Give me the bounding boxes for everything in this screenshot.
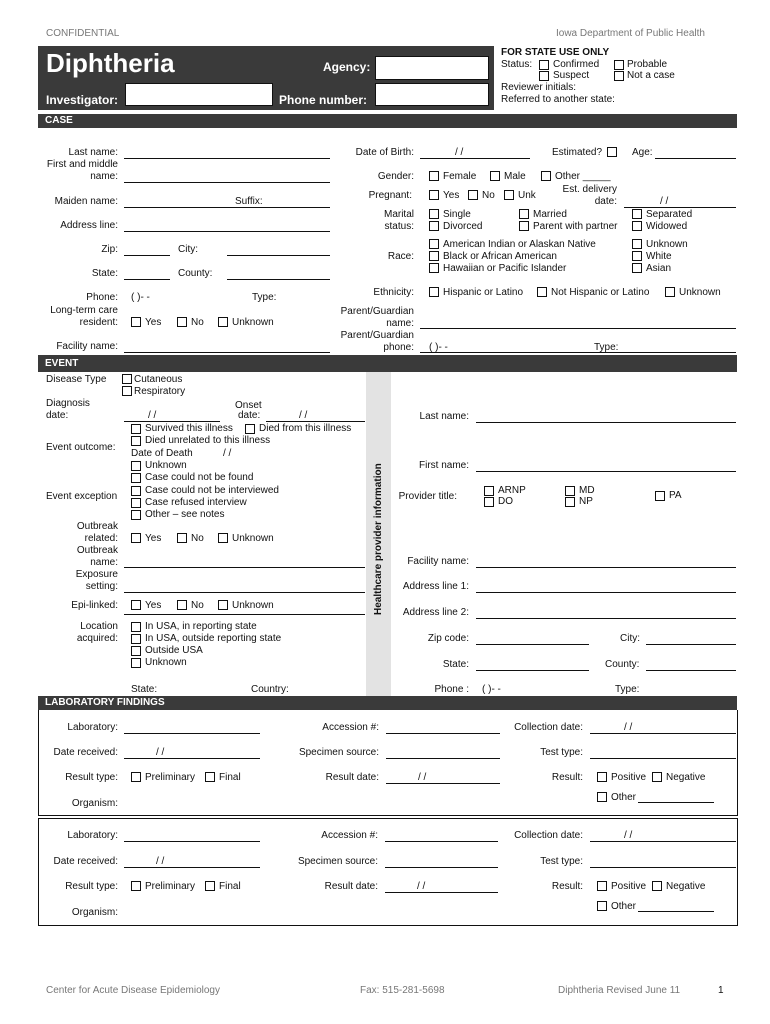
race-unknown-checkbox[interactable] — [632, 239, 642, 249]
loc-unknown-label: Unknown — [145, 657, 187, 668]
referred-state-label: Referred to another state: — [501, 94, 615, 105]
lab1-laboratory-label: Laboratory: — [67, 722, 118, 733]
single-checkbox[interactable] — [429, 209, 439, 219]
lab2-negative-checkbox[interactable] — [652, 881, 662, 891]
exc-not-found-label: Case could not be found — [145, 472, 254, 483]
lab1-specimen-field[interactable] — [386, 758, 500, 759]
provider-sidebar-label: Healthcare provider information — [373, 463, 384, 615]
ethnicity-label: Ethnicity: — [373, 287, 414, 298]
outbreak-no-label: No — [191, 533, 204, 544]
lab1-other-checkbox[interactable] — [597, 792, 607, 802]
lab2-positive-checkbox[interactable] — [597, 881, 607, 891]
separated-checkbox[interactable] — [632, 209, 642, 219]
loc-state-label: State: — [131, 684, 158, 695]
lab1-other-label: Other — [611, 792, 637, 803]
race-white-checkbox[interactable] — [632, 251, 642, 261]
lab1-specimen-label: Specimen source: — [298, 747, 379, 758]
respiratory-checkbox[interactable] — [122, 386, 132, 396]
parent-phone-label-1: Parent/Guardian — [340, 330, 414, 341]
provider-last-name-field[interactable] — [476, 422, 736, 423]
phone-format: ( )- - — [131, 292, 150, 303]
outbreak-no-checkbox[interactable] — [177, 533, 187, 543]
md-checkbox[interactable] — [565, 486, 575, 496]
pregnant-yes-checkbox[interactable] — [429, 190, 439, 200]
exposure-field[interactable] — [124, 592, 365, 593]
est-delivery-format: / / — [660, 196, 669, 207]
divorced-checkbox[interactable] — [429, 221, 439, 231]
hispanic-label: Hispanic or Latino — [443, 287, 524, 298]
exc-refused-label: Case refused interview — [145, 497, 247, 508]
lab2-other-field[interactable] — [638, 911, 714, 912]
arnp-label: ARNP — [498, 485, 526, 496]
date-of-death-label: Date of Death — [131, 448, 193, 459]
lab2-laboratory-field[interactable] — [124, 841, 260, 842]
onset-date-label-2: date: — [238, 410, 261, 421]
parent-partner-label: Parent with partner — [533, 221, 618, 232]
loc-in-state-checkbox[interactable] — [131, 622, 141, 632]
estimated-checkbox[interactable] — [607, 147, 617, 157]
lab1-test-type-label: Test type: — [540, 747, 583, 758]
survived-label: Survived this illness — [145, 423, 233, 434]
epi-yes-checkbox[interactable] — [131, 600, 141, 610]
provider-last-name-label: Last name: — [419, 411, 469, 422]
loc-outside-usa-checkbox[interactable] — [131, 646, 141, 656]
probable-label: Probable — [627, 59, 668, 70]
outbreak-related-label-2: related: — [84, 533, 118, 544]
dob-format: / / — [455, 147, 464, 158]
investigator-field[interactable] — [125, 83, 273, 106]
onset-date-label-1: Onset — [235, 400, 262, 411]
epi-no-checkbox[interactable] — [177, 600, 187, 610]
est-delivery-label-2: date: — [594, 196, 617, 207]
parent-phone-type-label: Type: — [594, 342, 619, 353]
event-exception-label: Event exception — [46, 491, 118, 502]
lab1-positive-label: Positive — [611, 772, 647, 783]
lab2-received-field[interactable] — [124, 867, 260, 868]
date-of-death-format: / / — [223, 448, 232, 459]
lab1-preliminary-label: Preliminary — [145, 772, 196, 783]
event-outcome-label: Event outcome: — [46, 442, 116, 453]
cutaneous-checkbox[interactable] — [122, 374, 132, 384]
epi-linked-label: Epi-linked: — [71, 600, 118, 611]
loc-out-state-label: In USA, outside reporting state — [145, 633, 282, 644]
phone-number-label: Phone number: — [279, 93, 368, 107]
marital-label-1: Marital — [383, 209, 414, 220]
survived-checkbox[interactable] — [131, 424, 141, 434]
state-label: State: — [91, 268, 118, 279]
outbreak-unknown-checkbox[interactable] — [218, 533, 228, 543]
pregnant-no-label: No — [482, 190, 495, 201]
race-black-label: Black or African American — [443, 251, 557, 262]
location-label-1: Location — [80, 621, 118, 632]
lab2-test-type-label: Test type: — [540, 856, 583, 867]
provider-city-field[interactable] — [646, 644, 736, 645]
provider-address1-label: Address line 1: — [402, 581, 469, 592]
do-label: DO — [498, 496, 513, 507]
not-a-case-checkbox[interactable] — [614, 71, 624, 81]
widowed-label: Widowed — [646, 221, 688, 232]
case-section-header: CASE — [38, 114, 737, 128]
lab1-accession-field[interactable] — [386, 733, 500, 734]
outbreak-unknown-label: Unknown — [232, 533, 274, 544]
footer-fax: Fax: 515-281-5698 — [360, 985, 445, 996]
lab1-organism-label: Organism: — [71, 798, 118, 809]
onset-date-format: / / — [299, 410, 308, 421]
parent-partner-checkbox[interactable] — [519, 221, 529, 231]
epi-unknown-label: Unknown — [232, 600, 274, 611]
race-black-checkbox[interactable] — [429, 251, 439, 261]
provider-facility-field[interactable] — [476, 567, 736, 568]
married-checkbox[interactable] — [519, 209, 529, 219]
race-hawaiian-label: Hawaiian or Pacific Islander — [443, 263, 567, 274]
lab1-final-checkbox[interactable] — [205, 772, 215, 782]
agency-field[interactable] — [375, 56, 489, 80]
provider-zip-label: Zip code: — [427, 633, 469, 644]
suspect-label: Suspect — [553, 70, 590, 81]
hispanic-checkbox[interactable] — [429, 287, 439, 297]
lab1-final-label: Final — [219, 772, 241, 783]
confirmed-label: Confirmed — [553, 59, 600, 70]
provider-first-name-field[interactable] — [476, 471, 736, 472]
female-checkbox[interactable] — [429, 171, 439, 181]
lab1-collection-field[interactable] — [590, 733, 736, 734]
confirmed-checkbox[interactable] — [539, 60, 549, 70]
not-hispanic-checkbox[interactable] — [537, 287, 547, 297]
outbreak-name-label-1: Outbreak — [76, 545, 118, 556]
provider-state-field[interactable] — [476, 670, 589, 671]
exc-refused-checkbox[interactable] — [131, 498, 141, 508]
footer-revised: Diphtheria Revised June 11 — [558, 985, 681, 996]
epi-no-label: No — [191, 600, 204, 611]
gender-other-label: Other _____ — [555, 171, 611, 182]
provider-facility-label: Facility name: — [407, 556, 469, 567]
marital-label-2: status: — [384, 221, 414, 232]
gender-label: Gender: — [377, 171, 414, 182]
est-delivery-label-1: Est. delivery — [562, 184, 617, 195]
died-unrelated-label: Died unrelated to this illness — [145, 435, 271, 446]
ltc-label-2: resident: — [79, 317, 118, 328]
exposure-label-1: Exposure — [75, 569, 118, 580]
provider-first-name-label: First name: — [418, 460, 469, 471]
age-label: Age: — [632, 147, 653, 158]
ltc-unknown-label: Unknown — [232, 317, 274, 328]
lab2-other-checkbox[interactable] — [597, 901, 607, 911]
lab2-preliminary-label: Preliminary — [145, 881, 196, 892]
np-label: NP — [579, 496, 593, 507]
lab2-final-checkbox[interactable] — [205, 881, 215, 891]
age-field[interactable] — [655, 158, 736, 159]
dob-field[interactable] — [420, 158, 530, 159]
outbreak-related-label-1: Outbreak — [76, 521, 118, 532]
lab2-collection-format: / / — [624, 830, 633, 841]
lab2-other-label: Other — [611, 901, 637, 912]
loc-in-state-label: In USA, in reporting state — [145, 621, 257, 632]
agency-label: Agency: — [323, 60, 371, 74]
lab2-result-type-label: Result type: — [65, 881, 118, 892]
city-field[interactable] — [227, 255, 330, 256]
provider-zip-field[interactable] — [476, 644, 589, 645]
ltc-unknown-checkbox[interactable] — [218, 317, 228, 327]
parent-phone-field[interactable] — [420, 352, 736, 353]
ltc-no-checkbox[interactable] — [177, 317, 187, 327]
confidential-label: CONFIDENTIAL — [46, 28, 120, 39]
provider-address2-field[interactable] — [476, 618, 736, 619]
pregnant-no-checkbox[interactable] — [468, 190, 478, 200]
lab1-collection-label: Collection date: — [514, 722, 583, 733]
race-ai-checkbox[interactable] — [429, 239, 439, 249]
separated-label: Separated — [646, 209, 693, 220]
parent-phone-format: ( )- - — [429, 342, 448, 353]
zip-label: Zip: — [101, 244, 118, 255]
race-unknown-label: Unknown — [646, 239, 688, 250]
ltc-no-label: No — [191, 317, 204, 328]
lab2-specimen-field[interactable] — [385, 867, 498, 868]
page-number: 1 — [718, 985, 724, 996]
outbreak-yes-checkbox[interactable] — [131, 533, 141, 543]
lab2-result-date-format: / / — [417, 881, 426, 892]
status-label: Status: — [501, 59, 533, 70]
male-checkbox[interactable] — [490, 171, 500, 181]
lab1-received-field[interactable] — [124, 758, 260, 759]
not-a-case-label: Not a case — [627, 70, 675, 81]
lab2-test-type-field[interactable] — [590, 867, 736, 868]
lab2-result-date-field[interactable] — [385, 892, 498, 893]
lab1-result-date-label: Result date: — [325, 772, 379, 783]
lab2-positive-label: Positive — [611, 881, 647, 892]
diagnosis-date-label-1: Diagnosis — [46, 398, 90, 409]
ltc-yes-label: Yes — [145, 317, 162, 328]
lab1-result-date-format: / / — [418, 772, 427, 783]
outbreak-yes-label: Yes — [145, 533, 162, 544]
provider-county-field[interactable] — [646, 670, 736, 671]
epi-unknown-checkbox[interactable] — [218, 600, 228, 610]
pa-checkbox[interactable] — [655, 491, 665, 501]
arnp-checkbox[interactable] — [484, 486, 494, 496]
lab2-preliminary-checkbox[interactable] — [131, 881, 141, 891]
last-name-label: Last name: — [68, 147, 118, 158]
lab1-laboratory-field[interactable] — [124, 733, 260, 734]
address-line-field[interactable] — [124, 231, 330, 232]
exc-not-interviewed-label: Case could not be interviewed — [145, 485, 279, 496]
provider-phone-type-label: Type: — [615, 684, 640, 695]
outcome-unknown-label: Unknown — [145, 460, 187, 471]
page-title: Diphtheria — [46, 48, 175, 78]
lab1-preliminary-checkbox[interactable] — [131, 772, 141, 782]
race-label: Race: — [387, 251, 414, 262]
investigator-label: Investigator: — [46, 93, 119, 107]
race-asian-label: Asian — [646, 263, 672, 274]
respiratory-label: Respiratory — [134, 386, 186, 397]
lab2-collection-field[interactable] — [590, 841, 736, 842]
lab1-result-label: Result: — [551, 772, 583, 783]
lab1-received-format: / / — [156, 747, 165, 758]
race-asian-checkbox[interactable] — [632, 263, 642, 273]
exc-not-interviewed-checkbox[interactable] — [131, 486, 141, 496]
outbreak-name-label-2: name: — [90, 557, 118, 568]
probable-checkbox[interactable] — [614, 60, 624, 70]
est-delivery-field[interactable] — [624, 207, 736, 208]
lab1-test-type-field[interactable] — [590, 758, 736, 759]
lab1-result-type-label: Result type: — [65, 772, 118, 783]
single-label: Single — [443, 209, 471, 220]
state-use-title: FOR STATE USE ONLY — [501, 47, 610, 58]
lab2-received-format: / / — [156, 856, 165, 867]
widowed-checkbox[interactable] — [632, 221, 642, 231]
maiden-name-label: Maiden name: — [54, 196, 118, 207]
ethnicity-unknown-checkbox[interactable] — [665, 287, 675, 297]
married-label: Married — [533, 209, 567, 220]
gender-other-checkbox[interactable] — [541, 171, 551, 181]
loc-unknown-checkbox[interactable] — [131, 658, 141, 668]
facility-name-label: Facility name: — [56, 341, 118, 352]
last-name-field[interactable] — [124, 158, 330, 159]
provider-address2-label: Address line 2: — [402, 607, 469, 618]
first-name-label-2: name: — [90, 171, 118, 182]
provider-state-label: State: — [442, 659, 469, 670]
lab-section-header: LABORATORY FINDINGS — [38, 696, 737, 710]
not-hispanic-label: Not Hispanic or Latino — [551, 287, 650, 298]
footer-center: Center for Acute Disease Epidemiology — [46, 985, 220, 996]
phone-number-field[interactable] — [375, 83, 489, 106]
parent-name-label-2: name: — [386, 318, 414, 329]
race-hawaiian-checkbox[interactable] — [429, 263, 439, 273]
estimated-label: Estimated? — [552, 147, 603, 158]
lab2-accession-field[interactable] — [385, 841, 498, 842]
ethnicity-unknown-label: Unknown — [679, 287, 721, 298]
provider-phone-format: ( )- - — [482, 684, 501, 695]
pregnant-unk-checkbox[interactable] — [504, 190, 514, 200]
first-name-field[interactable] — [124, 182, 330, 183]
cutaneous-label: Cutaneous — [134, 374, 183, 385]
lab2-final-label: Final — [219, 881, 241, 892]
parent-name-label-1: Parent/Guardian — [340, 306, 414, 317]
disease-type-label: Disease Type — [46, 374, 107, 385]
loc-outside-usa-label: Outside USA — [145, 645, 203, 656]
provider-phone-label: Phone : — [434, 684, 469, 695]
lab1-collection-format: / / — [624, 722, 633, 733]
race-ai-label: American Indian or Alaskan Native — [443, 239, 596, 250]
lab2-specimen-label: Specimen source: — [297, 856, 378, 867]
lab2-collection-label: Collection date: — [514, 830, 583, 841]
suffix-label: Suffix: — [235, 196, 263, 207]
died-unrelated-checkbox[interactable] — [131, 436, 141, 446]
died-from-checkbox[interactable] — [245, 424, 255, 434]
exc-not-found-checkbox[interactable] — [131, 473, 141, 483]
lab2-negative-label: Negative — [666, 881, 706, 892]
pregnant-label: Pregnant: — [368, 190, 412, 201]
lab1-negative-label: Negative — [666, 772, 706, 783]
reviewer-initials-label: Reviewer initials: — [501, 82, 577, 93]
pregnant-unk-label: Unk — [518, 190, 536, 201]
diagnosis-date-field[interactable] — [124, 421, 220, 422]
do-checkbox[interactable] — [484, 497, 494, 507]
lab2-result-date-label: Result date: — [324, 881, 378, 892]
diagnosis-date-format: / / — [148, 410, 157, 421]
race-white-label: White — [646, 251, 672, 262]
provider-city-label: City: — [620, 633, 640, 644]
pregnant-yes-label: Yes — [443, 190, 460, 201]
epi-divider — [124, 614, 365, 615]
first-name-label-1: First and middle — [46, 159, 118, 170]
state-field[interactable] — [124, 279, 170, 280]
county-label: County: — [178, 268, 213, 279]
onset-date-field[interactable] — [266, 421, 365, 422]
lab1-negative-checkbox[interactable] — [652, 772, 662, 782]
provider-county-label: County: — [605, 659, 640, 670]
exposure-label-2: setting: — [85, 581, 118, 592]
lab2-laboratory-label: Laboratory: — [67, 830, 118, 841]
suspect-checkbox[interactable] — [539, 71, 549, 81]
divorced-label: Divorced — [443, 221, 483, 232]
agency-name: Iowa Department of Public Health — [556, 28, 705, 39]
ltc-label-1: Long-term care — [50, 305, 118, 316]
loc-country-label: Country: — [251, 684, 289, 695]
maiden-name-field[interactable] — [124, 207, 330, 208]
diagnosis-date-label-2: date: — [46, 410, 69, 421]
provider-title-label: Provider title: — [398, 491, 457, 502]
lab1-accession-label: Accession #: — [322, 722, 379, 733]
phone-type-label: Type: — [252, 292, 277, 303]
zip-field[interactable] — [124, 255, 170, 256]
male-label: Male — [504, 171, 526, 182]
lab2-result-label: Result: — [551, 881, 583, 892]
address-line-label: Address line: — [60, 220, 118, 231]
loc-out-state-checkbox[interactable] — [131, 634, 141, 644]
city-label: City: — [178, 244, 198, 255]
female-label: Female — [443, 171, 477, 182]
exc-other-checkbox[interactable] — [131, 510, 141, 520]
np-checkbox[interactable] — [565, 497, 575, 507]
parent-phone-label-2: phone: — [383, 342, 414, 353]
parent-name-field[interactable] — [420, 328, 736, 329]
county-field[interactable] — [227, 279, 330, 280]
exc-other-label: Other – see notes — [145, 509, 225, 520]
ltc-yes-checkbox[interactable] — [131, 317, 141, 327]
lab1-received-label: Date received: — [53, 747, 118, 758]
died-from-label: Died from this illness — [259, 423, 352, 434]
md-label: MD — [579, 485, 595, 496]
phone-label: Phone: — [86, 292, 118, 303]
lab1-result-date-field[interactable] — [386, 783, 500, 784]
pa-label: PA — [669, 490, 682, 501]
event-section-header: EVENT — [38, 355, 737, 372]
outcome-unknown-checkbox[interactable] — [131, 461, 141, 471]
dob-label: Date of Birth: — [355, 147, 414, 158]
provider-address1-field[interactable] — [476, 592, 736, 593]
outbreak-name-field[interactable] — [124, 567, 365, 568]
lab1-other-field[interactable] — [638, 802, 714, 803]
lab2-organism-label: Organism: — [71, 907, 118, 918]
location-label-2: acquired: — [76, 633, 118, 644]
lab2-accession-label: Accession #: — [321, 830, 378, 841]
lab2-received-label: Date received: — [53, 856, 118, 867]
epi-yes-label: Yes — [145, 600, 162, 611]
facility-name-field[interactable] — [124, 352, 330, 353]
lab1-positive-checkbox[interactable] — [597, 772, 607, 782]
